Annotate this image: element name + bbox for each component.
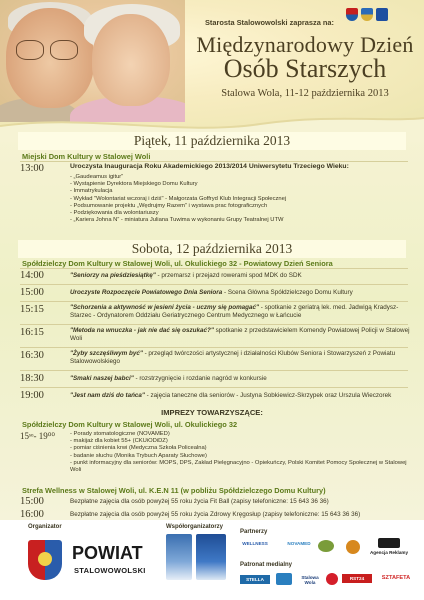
wellness-venue: Strefa Wellness w Stalowej Woli, ul. K.E.N 11 (w pobliżu Spółdzielczego Domu Kultury): [22, 486, 326, 495]
title-line-1: Międzynarodowy Dzień: [196, 32, 414, 57]
event-time: 15:00: [20, 287, 44, 298]
event-desc: "Seniorzy na pieśdziesiątkę" - przemarsz i przejazd rowerami spod MDK do SDK: [70, 272, 302, 279]
powiat-logo-text: POWIAT: [72, 543, 143, 563]
event-time: 13:00: [20, 163, 44, 174]
seniors-photo: [0, 0, 185, 122]
event-time: 15ˢᵒ- 19⁰⁰: [20, 431, 55, 441]
list-item: - „Kariera Johna N” - miniatura Juliana Tuwima w wykonaniu Grupy Teatralnej UTW: [70, 217, 284, 224]
event-time: 14:00: [20, 270, 44, 281]
partner-logo: [378, 538, 400, 548]
partner-logo: [318, 540, 334, 552]
day2-heading: Sobota, 12 października 2013: [18, 240, 406, 258]
event-desc: "Schorzenia a aktywność w jesieni życia - uczmy się pomagać" - spotkanie z geriatrą lek. med. Jadwigą Kradysz-Starzec - Ordynatorem Oddziału Geriatrycznego Centrum Medycznego w Łańcucie: [70, 304, 399, 319]
list-item: - punkt informacyjny dla seniorów: MOPS, DPS, Zakład Pielęgnacyjno - Opiekuńczy, Polski Komitet Pomocy Społecznej w Stalowej Woli: [70, 459, 407, 474]
event-desc: Bezpłatne zajęcia dla osób powyżej 55 roku życia Zdrowy Kręgosłup (zapisy telefoniczne: 15 643 36 36): [70, 511, 361, 518]
coorg-label: Współorganizatorzy: [166, 524, 224, 530]
media-logo: RST24: [342, 574, 372, 583]
media-logo: [326, 573, 338, 585]
event-time: 16:00: [20, 509, 44, 520]
event-time: 16:30: [20, 350, 44, 361]
event-desc: Bezpłatne zajęcia dla osób powyżej 55 roku życia Fit Ball (zapisy telefoniczne: 15 643 36 36): [70, 498, 329, 505]
extras-heading: IMPREZY TOWARZYSZĄCE:: [161, 408, 263, 417]
list-item: - Immatrykulacja: [70, 188, 113, 195]
event-time: 18:30: [20, 373, 44, 384]
media-label: Patronat medialny: [240, 562, 293, 568]
media-logo: [276, 573, 292, 585]
event-desc: "Jest nam dziś do tańca" - zajęcia taneczne dla seniorów - Justyna Sobkiewicz-Skrzypek oraz Urszula Wieczorek: [70, 392, 392, 399]
event-items: [70, 174, 410, 224]
partner-logo: [346, 540, 360, 554]
event-title: Uroczysta Inauguracja Roku Akademickiego 2013/2014 Uniwersytetu Trzeciego Wieku:: [70, 163, 349, 170]
event-time: 15:15: [20, 304, 44, 315]
day2-venue: Spółdzielczy Dom Kultury w Stalowej Woli, ul. Okulickiego 32 - Powiatowy Dzień Seniora: [22, 259, 333, 268]
partners-label: Partnerzy: [240, 529, 268, 535]
list-item: - badanie słuchu (Monika Trybuch Aparaty Słuchowe): [70, 452, 207, 459]
extras-block: [20, 431, 412, 481]
event-time: 19:00: [20, 390, 44, 401]
event-desc: "Metoda na wnuczka - jak nie dać się oszukać?" spotkanie z przedstawicielem Komendy Powiatowej Policji w Stalowej Woli: [70, 327, 410, 342]
list-item: - „Gaudeamus igitur”: [70, 174, 124, 180]
title-line-2: Osób Starszych: [223, 54, 387, 83]
day1-event: [20, 163, 412, 241]
header-logos: [346, 8, 388, 21]
extras-venue: Spółdzielczy Dom Kultury w Stalowej Woli, ul. Okulickiego 32: [22, 420, 238, 429]
header: [0, 0, 424, 128]
list-item: - makijaż dla kobiet 55+ (CKUiODiDZ): [70, 438, 168, 445]
day1-venue: Miejski Dom Kultury w Stalowej Woli: [22, 152, 151, 161]
media-logo: STELLA: [240, 575, 270, 584]
crest-icon: [346, 8, 358, 21]
event-time: 15:00: [20, 496, 44, 507]
crest-icon: [361, 8, 373, 21]
list-item: - Wykład "Wolontariat wczoraj i dziś" - Małgorzata Goffryd Klub Integracji Społecznej: [70, 195, 287, 202]
crest-emblem-icon: [38, 552, 52, 566]
day1-heading: Piątek, 11 października 2013: [18, 132, 406, 150]
event-desc: "Żyby szczęśliwym być" - przegląd twórczości artystycznej i działalności Klubów Seniora i Stowarzyszeń z Powiatu Stalowowolskiego: [70, 350, 396, 365]
invite-line: Starosta Stalowowolski zaprasza na:: [205, 18, 334, 27]
event-desc: Uroczyste Rozpoczęcie Powiatowego Dnia Seniora - Scena Główna Spółdzielczego Domu Kultury: [70, 289, 353, 296]
list-item: - Podsumowanie projektu „Wędrujmy Razem” i wystawa prac fotograficznych: [70, 202, 268, 209]
extras-items: [70, 431, 410, 474]
list-item: - Wystąpienie Dyrektora Miejskiego Domu Kultury: [70, 181, 198, 188]
list-item: - Porady stomatologiczne (NOVAMED): [70, 431, 170, 437]
partner-logo: WELLNESS: [242, 541, 268, 546]
powiat-logo-sub: STALOWOWOLSKI: [74, 566, 146, 575]
coorg-logo-2: [196, 534, 226, 580]
media-logo: Stalowa Wola: [301, 575, 319, 585]
place-date: Stalowa Wola, 11-12 października 2013: [221, 88, 389, 99]
event-desc: "Smaki naszej babci" - rozstrzygnięcie i rozdanie nagród w konkursie: [70, 375, 267, 382]
list-item: - Podziękowania dla wolontariuszy: [70, 210, 159, 217]
logo-icon: [376, 8, 388, 21]
partner-logo-text: Agencja Reklamy: [369, 550, 409, 555]
event-time: 16:15: [20, 327, 44, 338]
partner-logo: NOVAMED: [287, 541, 311, 546]
organizer-label: Organizator: [28, 524, 62, 530]
media-logo: SZTAFETA: [381, 575, 411, 581]
list-item: - pomiar ciśnienia krwi (Medyczna Szkoła Policealna): [70, 445, 207, 452]
coorg-logo-1: [166, 534, 192, 580]
